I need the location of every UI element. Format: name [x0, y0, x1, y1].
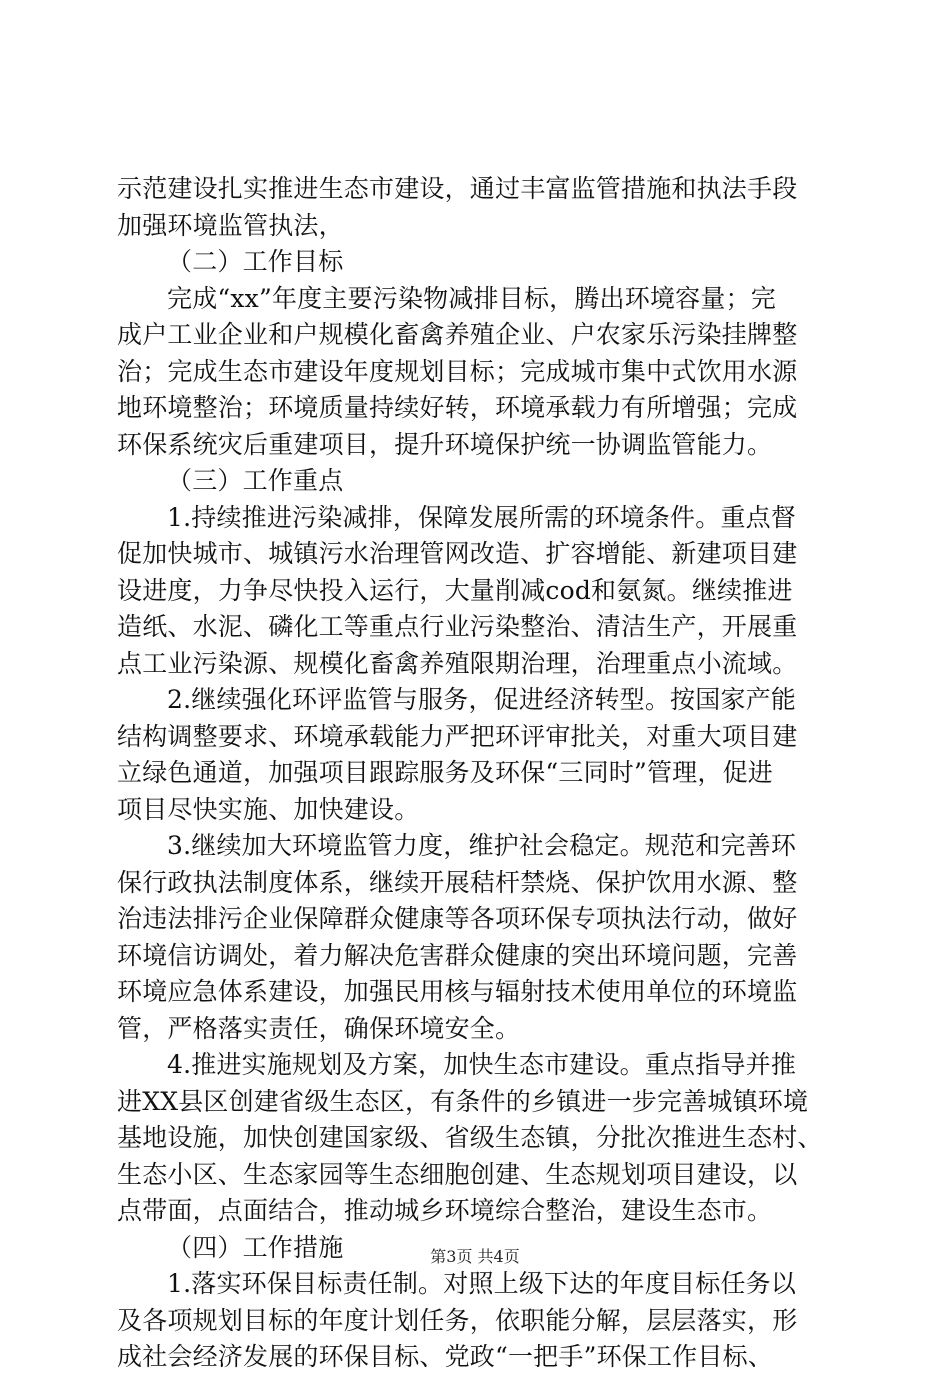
text-line: 造纸、水泥、磷化工等重点行业污染整治、清洁生产，开展重: [117, 612, 798, 641]
paragraph-start: 4.推进实施规划及方案，加快生态市建设。重点指导并推: [167, 1050, 797, 1079]
text-line: 环境信访调处，着力解决危害群众健康的突出环境问题，完善: [117, 940, 798, 970]
text-line: 治；完成生态市建设年度规划目标；完成城市集中式饮用水源: [117, 356, 798, 386]
text-line: 地环境整治；环境质量持续好转，环境承载力有所增强；完成: [117, 393, 798, 422]
text-line: 加强环境监管执法，: [117, 210, 344, 240]
document-body: [117, 171, 837, 1376]
text-line: 环境应急体系建设，加强民用核与辐射技术使用单位的环境监: [117, 977, 798, 1006]
text-line: 成社会经济发展的环保目标、党政“一把手”环保工作目标、: [117, 1342, 773, 1371]
text-line: 立绿色通道，加强项目跟踪服务及环保“三同时”管理，促进: [117, 758, 773, 787]
paragraph-start: 2.继续强化环评监管与服务，促进经济转型。按国家产能: [167, 685, 797, 714]
paragraph-start: 1.持续推进污染减排，保障发展所需的环境条件。重点督: [167, 502, 797, 532]
text-line: 及各项规划目标的年度计划任务，依职能分解，层层落实，形: [117, 1305, 798, 1335]
text-line: 示范建设扎实推进生态市建设，通过丰富监管措施和执法手段: [117, 174, 798, 203]
text-line: 基地设施，加快创建国家级、省级生态镇，分批次推进生态村、: [117, 1123, 823, 1152]
text-line: 环保系统灾后重建项目，提升环境保护统一协调监管能力。: [117, 429, 773, 459]
paragraph-start: 完成“xx”年度主要污染物减排目标，腾出环境容量；完: [167, 283, 776, 313]
text-line: 促加快城市、城镇污水治理管网改造、扩容增能、新建项目建: [117, 539, 798, 568]
text-line: 保行政执法制度体系，继续开展秸杆禁烧、保护饮用水源、整: [117, 867, 798, 897]
page-number-footer: 第3页 共4页: [430, 1247, 520, 1266]
text-line: 项目尽快实施、加快建设。: [117, 794, 420, 824]
text-line: 生态小区、生态家园等生态细胞创建、生态规划项目建设，以: [117, 1159, 798, 1189]
text-line: 进XX县区创建省级生态区，有条件的乡镇进一步完善城镇环境: [117, 1086, 809, 1116]
text-line: 管，严格落实责任，确保环境安全。: [117, 1013, 521, 1043]
paragraph-start: 1.落实环保目标责任制。对照上级下达的年度目标任务以: [167, 1269, 797, 1298]
section-heading-measures: （四）工作措施: [167, 1232, 344, 1262]
text-line: 成户工业企业和户规模化畜禽养殖企业、户农家乐污染挂牌整: [117, 320, 798, 349]
section-heading-focus: （三）工作重点: [167, 466, 344, 495]
text-line: 设进度，力争尽快投入运行，大量削减cod和氨氮。继续推进: [117, 575, 793, 605]
text-line: 点工业污染源、规模化畜禽养殖限期治理，治理重点小流域。: [117, 648, 798, 678]
paragraph-start: 3.继续加大环境监管力度，维护社会稳定。规范和完善环: [167, 831, 797, 860]
text-line: 结构调整要求、环境承载能力严把环评审批关，对重大项目建: [117, 721, 798, 751]
section-heading-goals: （二）工作目标: [167, 247, 344, 276]
text-line: 治违法排污企业保障群众健康等各项环保专项执法行动，做好: [117, 904, 798, 933]
text-line: 点带面，点面结合，推动城乡环境综合整治，建设生态市。: [117, 1196, 773, 1225]
